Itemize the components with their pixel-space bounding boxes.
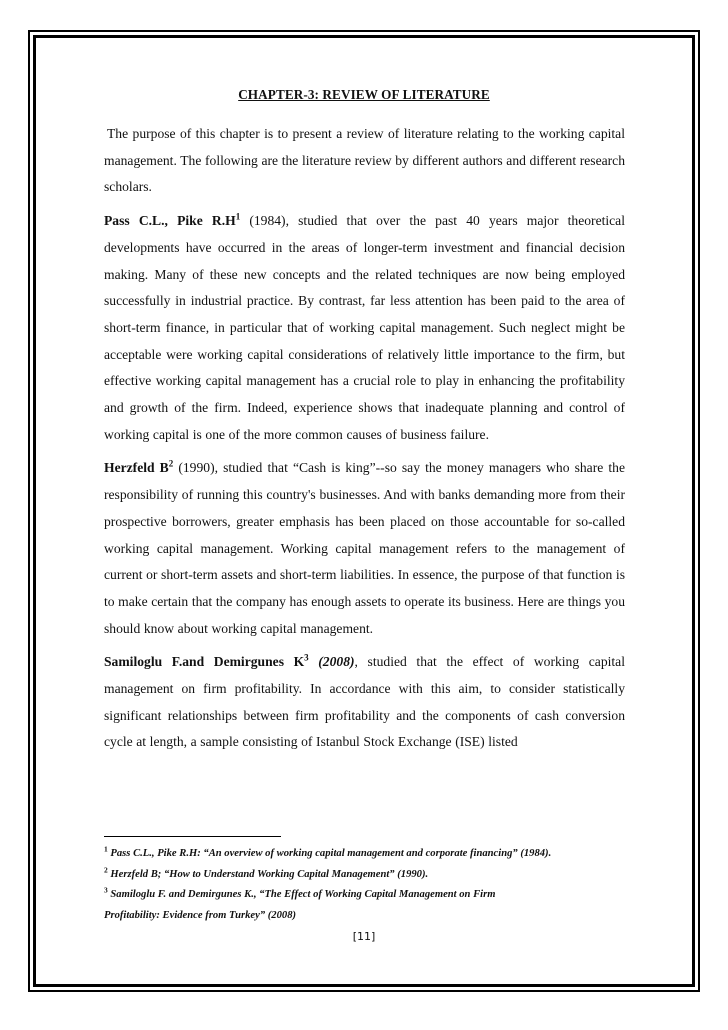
footnote-number: 3	[104, 885, 108, 895]
footnote-text: Herzfeld B; “How to Understand Working Capital Management” (1990).	[110, 868, 429, 880]
footnote-number: 1	[104, 844, 108, 854]
footnote	[104, 865, 644, 886]
footnote-text: Profitability: Evidence from Turkey” (2008)	[104, 909, 297, 921]
review-entry	[104, 455, 625, 642]
entry-text: (1990), studied that “Cash is king”--so say the money managers who share the responsibility of running this country's businesses. And with banks demanding more from their prospective borrowers, greater emphasis has been placed on those accountable for so-called working capital management. Working capital management refers to the management of current or short-term assets and short-term liabilities. In essence, the purpose of that function is to make certain that the company has enough assets to operate its business. Here are things you should know about working capital management.	[104, 460, 625, 636]
intro-paragraph	[104, 121, 625, 201]
footnote-ref[interactable]: 1	[235, 211, 241, 222]
entry-text: , studied that the effect of working capital management on firm profitability. In accordance with this aim, to consider statistically significant relationships between firm profitability and the components of cash conversion cycle at length, a sample consisting of Istanbul Stock Exchange (ISE) listed	[104, 654, 625, 750]
footnote-separator	[104, 836, 281, 837]
review-entry	[104, 208, 625, 448]
intro-text: The purpose of this chapter is to present a review of literature relating to the working capital management. The following are the literature review by different authors and different research scholars.	[104, 126, 625, 195]
chapter-heading: CHAPTER-3: REVIEW OF LITERATURE	[238, 87, 490, 102]
footnote-ref[interactable]: 2	[168, 458, 174, 469]
entry-author: Pass C.L., Pike R.H	[104, 213, 236, 229]
footnote-continuation	[104, 906, 644, 927]
footnote-ref[interactable]: 3	[304, 652, 309, 663]
document-body	[104, 121, 625, 756]
entry-text: (1984), studied that over the past 40 years major theoretical developments have occurred in the areas of longer-term investment and financial decision making. Many of these new concepts and the related techniques are now being employed successfully in industrial practice. By contrast, far less attention has been paid to the area of short-term finance, in particular that of working capital management. Such neglect might be acceptable were working capital considerations of relatively little importance to the firm, but effective working capital management has a crucial role to play in enhancing the profitability and growth of the firm. Indeed, experience shows that inadequate planning and control of working capital is one of the more common causes of business failure.	[104, 213, 625, 442]
review-entry	[104, 649, 625, 756]
page-number: [11]	[352, 930, 376, 943]
footnotes	[104, 844, 644, 926]
footnote-text: Pass C.L., Pike R.H: “An overview of working capital management and corporate financing” (1984).	[110, 848, 552, 859]
footnote-text: Samiloglu F. and Demirgunes K., “The Effect of Working Capital Management on Firm	[110, 889, 496, 900]
footnote	[104, 844, 644, 865]
entry-author: Herzfeld B	[104, 460, 169, 476]
footnote	[104, 885, 644, 906]
entry-year: (2008)	[308, 654, 355, 670]
entry-author: Samiloglu F.and Demirgunes K	[104, 654, 305, 670]
footnote-number: 2	[104, 864, 108, 874]
